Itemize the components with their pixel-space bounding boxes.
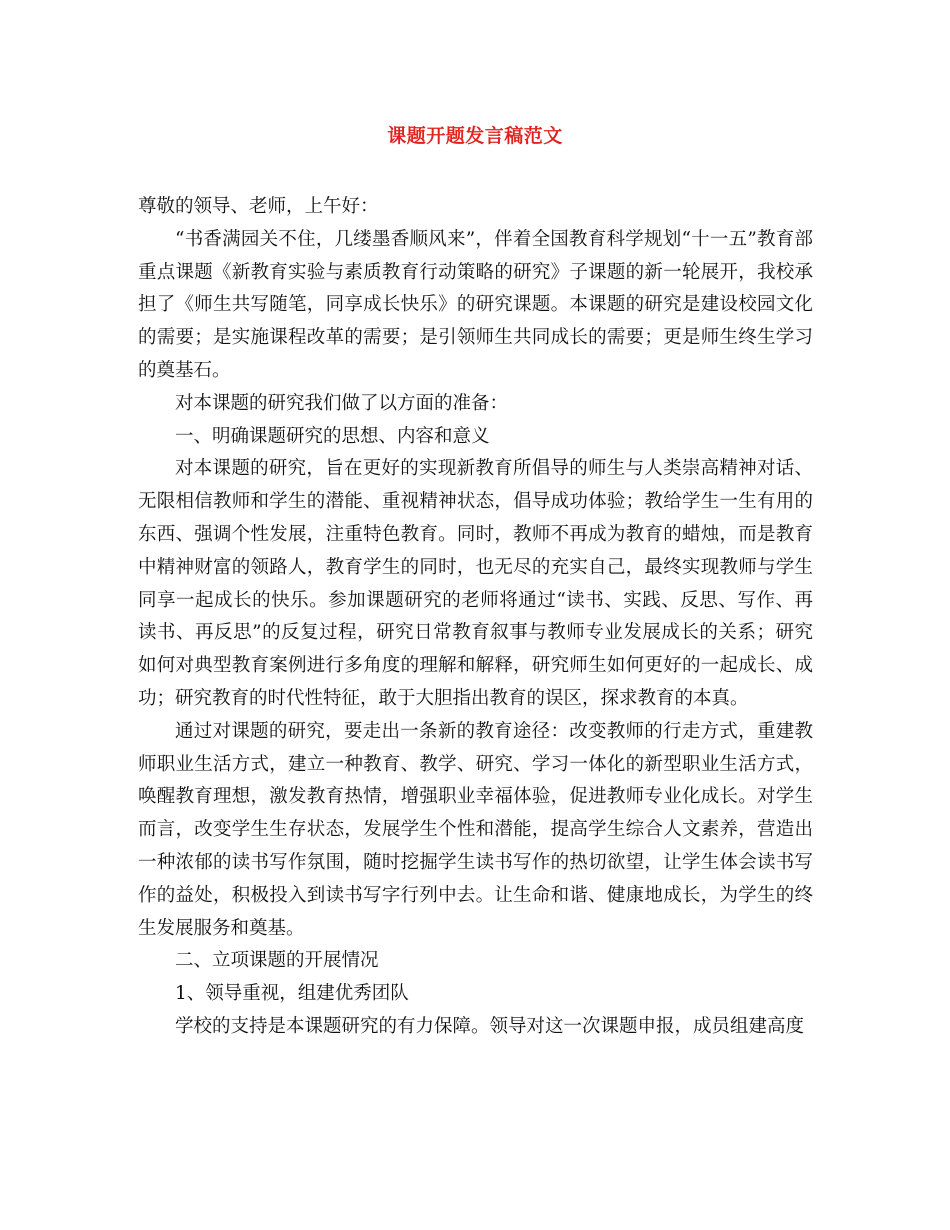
subsection-heading: 1、领导重视，组建优秀团队: [175, 983, 409, 1005]
greeting-paragraph: 尊敬的领导、老师，上午好：: [138, 196, 379, 217]
body-paragraph: 对本课题的研究我们做了以方面的准备：: [175, 392, 509, 414]
body-paragraph: 通过对课题的研究，要走出一条新的教育途径：改变教师的行走方式，重建教师职业生活方式，建立一种教育、教学、研究、学习一体化的新型职业生活方式，唤醒教育理想，激发教育热情，增强职业幸福体验，促进教师专业化成长。对学生而言，改变学生生存状态，发展学生个性和潜能，提高学生综合人文素养，营造出一种浓郁的读书写作氛围，随时挖掘学生读书写作的热切欲望，让学生体会读书写作的益处，积极投入到读书写字行列中去。让生命和谐、健康地成长，为学生的终生发展服务和奠基。: [138, 720, 813, 939]
section-heading: 二、立项课题的开展情况: [175, 950, 379, 972]
body-paragraph: “书香满园关不住，几缕墨香顺风来”，伴着全国教育科学规划“十一五”教育部重点课题《新教育实验与素质教育行动策略的研究》子课题的新一轮展开，我校承担了《师生共写随笔，同享成长快乐》的研究课题。本课题的研究是建设校园文化的需要；是实施课程改革的需要；是引领师生共同成长的需要；更是师生终生学习的奠基石。: [138, 228, 813, 381]
section-heading: 一、明确课题研究的思想、内容和意义: [175, 425, 490, 447]
body-paragraph: 对本课题的研究，旨在更好的实现新教育所倡导的师生与人类崇高精神对话、无限相信教师和学生的潜能、重视精神状态，倡导成功体验；教给学生一生有用的东西、强调个性发展，注重特色教育。同时，教师不再成为教育的蜡烛，而是教育中精神财富的领路人，教育学生的同时，也无尽的充实自己，最终实现教师与学生同享一起成长的快乐。参加课题研究的老师将通过“读书、实践、反思、写作、再读书、再反思”的反复过程，研究日常教育叙事与教师专业发展成长的关系；研究如何对典型教育案例进行多角度的理解和解释，研究师生如何更好的一起成长、成功；研究教育的时代性特征，敢于大胆指出教育的误区，探求教育的本真。: [138, 458, 813, 709]
document-body: [138, 191, 813, 1044]
body-paragraph: 学校的支持是本课题研究的有力保障。领导对这一次课题申报，成员组建高度: [175, 1015, 805, 1037]
document-title: 课题开题发言稿范文: [387, 125, 563, 147]
